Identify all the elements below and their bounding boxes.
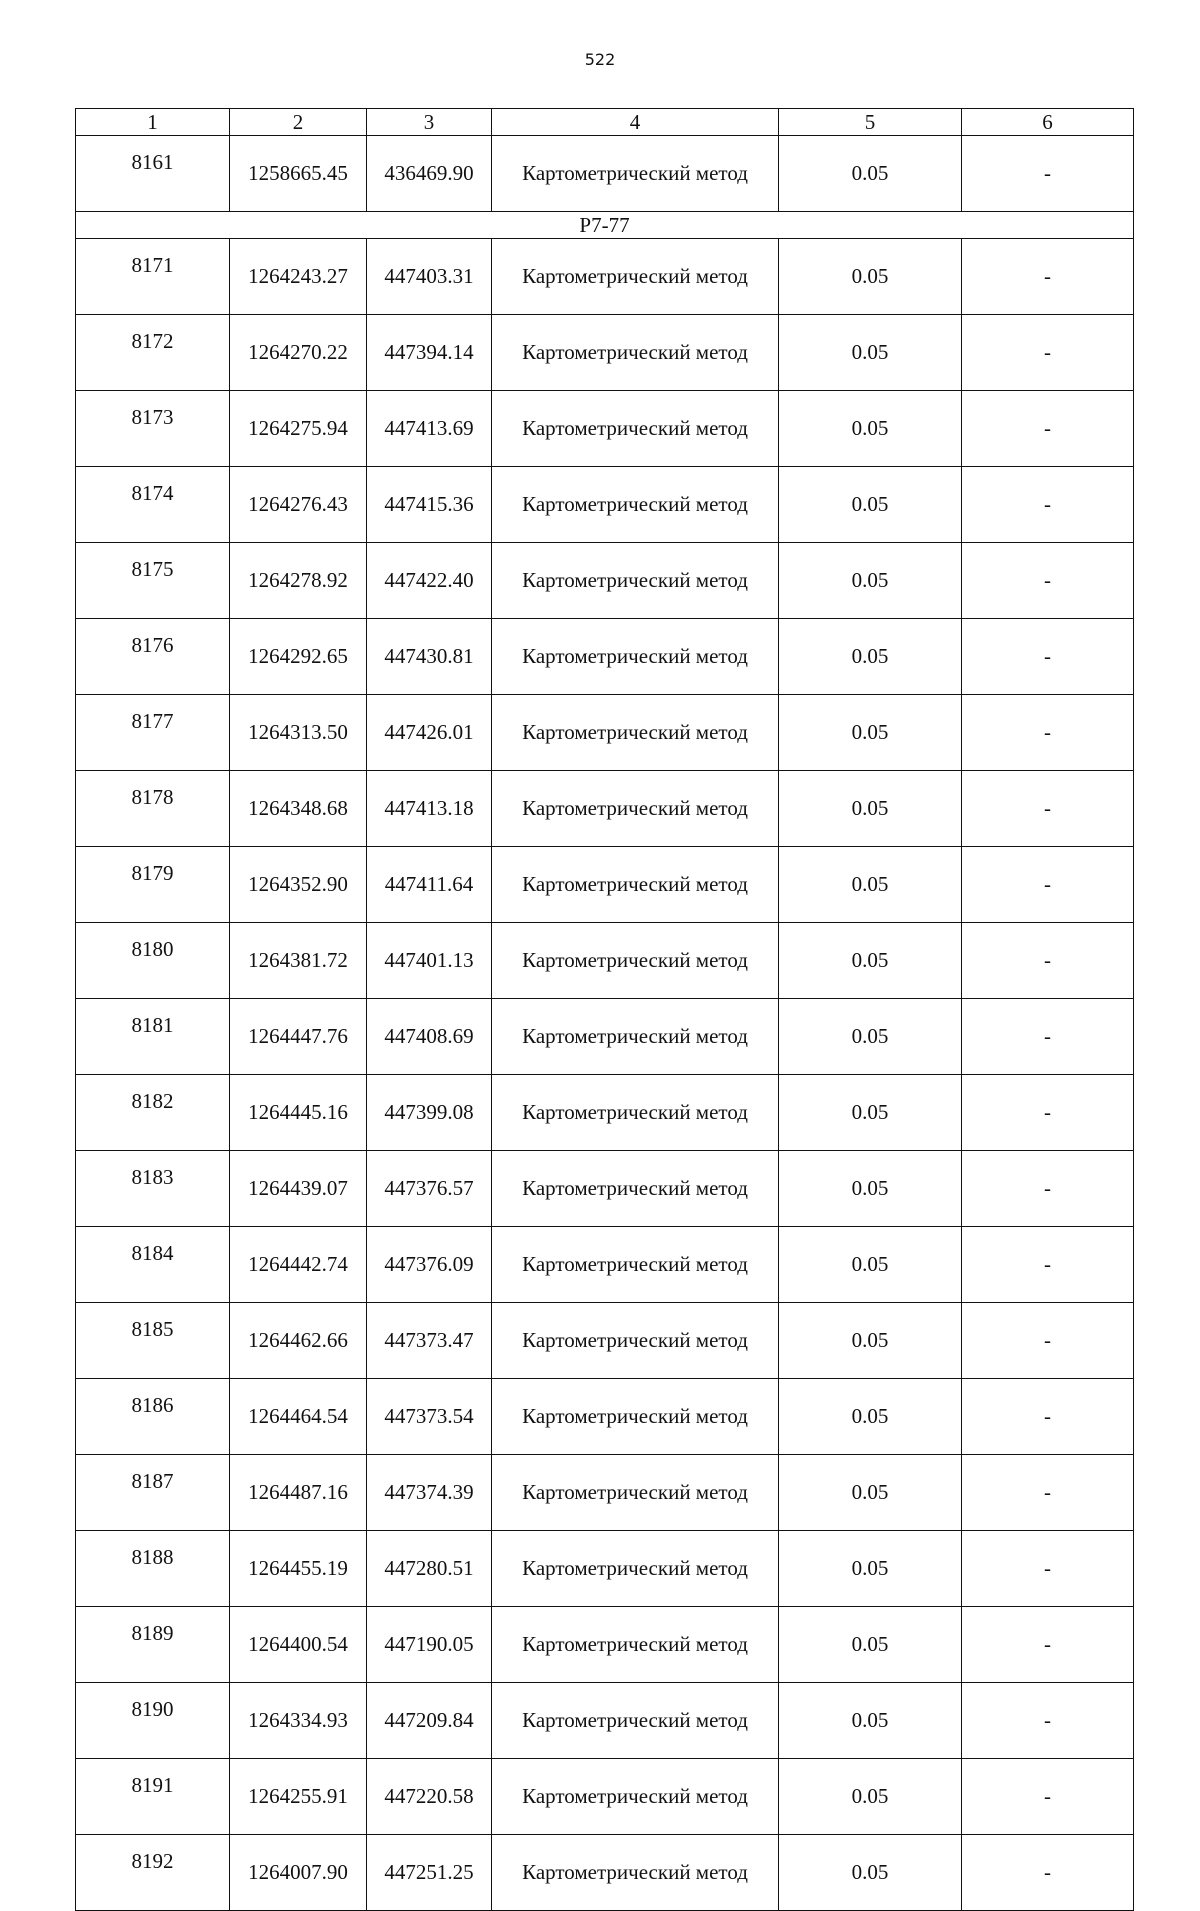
table-row: [76, 1607, 1134, 1683]
x-coordinate-cell: 1264348.68: [230, 771, 367, 847]
y-coordinate-cell: 447394.14: [367, 315, 492, 391]
x-coordinate-cell: 1264292.65: [230, 619, 367, 695]
accuracy-cell: 0.05: [779, 695, 962, 771]
table-row: [76, 1683, 1134, 1759]
x-coordinate-cell: 1264007.90: [230, 1835, 367, 1911]
table-row: [76, 771, 1134, 847]
x-coordinate-cell: 1264445.16: [230, 1075, 367, 1151]
note-cell: -: [962, 1759, 1134, 1835]
note-cell: -: [962, 1151, 1134, 1227]
y-coordinate-cell: 447411.64: [367, 847, 492, 923]
table-row: [76, 923, 1134, 999]
table-row: [76, 1303, 1134, 1379]
method-cell: Картометрический метод: [492, 1759, 779, 1835]
note-cell: -: [962, 923, 1134, 999]
y-coordinate-cell: 447399.08: [367, 1075, 492, 1151]
method-cell: Картометрический метод: [492, 136, 779, 212]
note-cell: -: [962, 999, 1134, 1075]
point-id-cell: 8161: [76, 136, 230, 212]
x-coordinate-cell: 1264276.43: [230, 467, 367, 543]
x-coordinate-cell: 1264334.93: [230, 1683, 367, 1759]
header-row: [76, 109, 1134, 136]
table-row: [76, 999, 1134, 1075]
method-cell: Картометрический метод: [492, 1303, 779, 1379]
method-cell: Картометрический метод: [492, 771, 779, 847]
point-id-cell: 8171: [76, 239, 230, 315]
accuracy-cell: 0.05: [779, 315, 962, 391]
accuracy-cell: 0.05: [779, 1151, 962, 1227]
y-coordinate-cell: 447190.05: [367, 1607, 492, 1683]
x-coordinate-cell: 1264255.91: [230, 1759, 367, 1835]
method-cell: Картометрический метод: [492, 391, 779, 467]
table-row: [76, 1227, 1134, 1303]
note-cell: -: [962, 1075, 1134, 1151]
method-cell: Картометрический метод: [492, 1379, 779, 1455]
point-id-cell: 8185: [76, 1303, 230, 1379]
note-cell: -: [962, 1303, 1134, 1379]
column-header: 6: [962, 109, 1134, 136]
page-number: 522: [584, 50, 616, 69]
accuracy-cell: 0.05: [779, 771, 962, 847]
table-row: [76, 1531, 1134, 1607]
accuracy-cell: 0.05: [779, 1379, 962, 1455]
accuracy-cell: 0.05: [779, 543, 962, 619]
note-cell: -: [962, 315, 1134, 391]
x-coordinate-cell: 1264352.90: [230, 847, 367, 923]
accuracy-cell: 0.05: [779, 1455, 962, 1531]
method-cell: Картометрический метод: [492, 1455, 779, 1531]
accuracy-cell: 0.05: [779, 1303, 962, 1379]
section-row: [76, 212, 1134, 239]
column-header: 1: [76, 109, 230, 136]
note-cell: -: [962, 1531, 1134, 1607]
table-row: [76, 695, 1134, 771]
point-id-cell: 8179: [76, 847, 230, 923]
method-cell: Картометрический метод: [492, 467, 779, 543]
note-cell: -: [962, 695, 1134, 771]
point-id-cell: 8187: [76, 1455, 230, 1531]
y-coordinate-cell: 447430.81: [367, 619, 492, 695]
point-id-cell: 8172: [76, 315, 230, 391]
accuracy-cell: 0.05: [779, 1075, 962, 1151]
section-title: Р7-77: [76, 212, 1134, 239]
x-coordinate-cell: 1264455.19: [230, 1531, 367, 1607]
method-cell: Картометрический метод: [492, 1227, 779, 1303]
method-cell: Картометрический метод: [492, 315, 779, 391]
note-cell: -: [962, 543, 1134, 619]
point-id-cell: 8188: [76, 1531, 230, 1607]
note-cell: -: [962, 136, 1134, 212]
table-row: [76, 1151, 1134, 1227]
y-coordinate-cell: 436469.90: [367, 136, 492, 212]
table-row: [76, 467, 1134, 543]
table-row: [76, 315, 1134, 391]
y-coordinate-cell: 447374.39: [367, 1455, 492, 1531]
y-coordinate-cell: 447373.54: [367, 1379, 492, 1455]
y-coordinate-cell: 447403.31: [367, 239, 492, 315]
x-coordinate-cell: 1264278.92: [230, 543, 367, 619]
y-coordinate-cell: 447280.51: [367, 1531, 492, 1607]
point-id-cell: 8178: [76, 771, 230, 847]
point-id-cell: 8192: [76, 1835, 230, 1911]
note-cell: -: [962, 1379, 1134, 1455]
table-row: [76, 1455, 1134, 1531]
x-coordinate-cell: 1264270.22: [230, 315, 367, 391]
point-id-cell: 8182: [76, 1075, 230, 1151]
accuracy-cell: 0.05: [779, 1227, 962, 1303]
x-coordinate-cell: 1264442.74: [230, 1227, 367, 1303]
x-coordinate-cell: 1264462.66: [230, 1303, 367, 1379]
method-cell: Картометрический метод: [492, 1835, 779, 1911]
y-coordinate-cell: 447415.36: [367, 467, 492, 543]
method-cell: Картометрический метод: [492, 999, 779, 1075]
accuracy-cell: 0.05: [779, 923, 962, 999]
y-coordinate-cell: 447373.47: [367, 1303, 492, 1379]
accuracy-cell: 0.05: [779, 1759, 962, 1835]
y-coordinate-cell: 447426.01: [367, 695, 492, 771]
note-cell: -: [962, 467, 1134, 543]
y-coordinate-cell: 447376.57: [367, 1151, 492, 1227]
point-id-cell: 8180: [76, 923, 230, 999]
note-cell: -: [962, 1455, 1134, 1531]
note-cell: -: [962, 239, 1134, 315]
point-id-cell: 8189: [76, 1607, 230, 1683]
table-row: [76, 1835, 1134, 1911]
accuracy-cell: 0.05: [779, 1835, 962, 1911]
method-cell: Картометрический метод: [492, 1683, 779, 1759]
column-header: 3: [367, 109, 492, 136]
accuracy-cell: 0.05: [779, 391, 962, 467]
x-coordinate-cell: 1258665.45: [230, 136, 367, 212]
point-id-cell: 8174: [76, 467, 230, 543]
point-id-cell: 8173: [76, 391, 230, 467]
column-header: 4: [492, 109, 779, 136]
method-cell: Картометрический метод: [492, 923, 779, 999]
note-cell: -: [962, 1835, 1134, 1911]
point-id-cell: 8184: [76, 1227, 230, 1303]
accuracy-cell: 0.05: [779, 239, 962, 315]
table-row: [76, 619, 1134, 695]
x-coordinate-cell: 1264313.50: [230, 695, 367, 771]
method-cell: Картометрический метод: [492, 619, 779, 695]
method-cell: Картометрический метод: [492, 543, 779, 619]
table-row: [76, 1759, 1134, 1835]
y-coordinate-cell: 447413.69: [367, 391, 492, 467]
table-row: [76, 239, 1134, 315]
x-coordinate-cell: 1264447.76: [230, 999, 367, 1075]
note-cell: -: [962, 391, 1134, 467]
x-coordinate-cell: 1264381.72: [230, 923, 367, 999]
method-cell: Картометрический метод: [492, 1607, 779, 1683]
point-id-cell: 8176: [76, 619, 230, 695]
point-id-cell: 8181: [76, 999, 230, 1075]
method-cell: Картометрический метод: [492, 1151, 779, 1227]
note-cell: -: [962, 1683, 1134, 1759]
note-cell: -: [962, 771, 1134, 847]
accuracy-cell: 0.05: [779, 1683, 962, 1759]
point-id-cell: 8183: [76, 1151, 230, 1227]
x-coordinate-cell: 1264400.54: [230, 1607, 367, 1683]
method-cell: Картометрический метод: [492, 1531, 779, 1607]
y-coordinate-cell: 447413.18: [367, 771, 492, 847]
x-coordinate-cell: 1264464.54: [230, 1379, 367, 1455]
method-cell: Картометрический метод: [492, 239, 779, 315]
y-coordinate-cell: 447422.40: [367, 543, 492, 619]
column-header: 2: [230, 109, 367, 136]
accuracy-cell: 0.05: [779, 847, 962, 923]
table-row: [76, 1379, 1134, 1455]
accuracy-cell: 0.05: [779, 136, 962, 212]
note-cell: -: [962, 619, 1134, 695]
x-coordinate-cell: 1264487.16: [230, 1455, 367, 1531]
table-row: [76, 391, 1134, 467]
accuracy-cell: 0.05: [779, 1607, 962, 1683]
y-coordinate-cell: 447220.58: [367, 1759, 492, 1835]
note-cell: -: [962, 1607, 1134, 1683]
point-id-cell: 8177: [76, 695, 230, 771]
y-coordinate-cell: 447209.84: [367, 1683, 492, 1759]
method-cell: Картометрический метод: [492, 695, 779, 771]
accuracy-cell: 0.05: [779, 999, 962, 1075]
note-cell: -: [962, 1227, 1134, 1303]
point-id-cell: 8186: [76, 1379, 230, 1455]
y-coordinate-cell: 447401.13: [367, 923, 492, 999]
coordinates-table: [75, 108, 1134, 1911]
table-row: [76, 1075, 1134, 1151]
x-coordinate-cell: 1264439.07: [230, 1151, 367, 1227]
point-id-cell: 8175: [76, 543, 230, 619]
accuracy-cell: 0.05: [779, 619, 962, 695]
accuracy-cell: 0.05: [779, 1531, 962, 1607]
method-cell: Картометрический метод: [492, 847, 779, 923]
y-coordinate-cell: 447408.69: [367, 999, 492, 1075]
y-coordinate-cell: 447251.25: [367, 1835, 492, 1911]
point-id-cell: 8190: [76, 1683, 230, 1759]
accuracy-cell: 0.05: [779, 467, 962, 543]
table-row: [76, 136, 1134, 212]
table-row: [76, 847, 1134, 923]
table-row: [76, 543, 1134, 619]
x-coordinate-cell: 1264243.27: [230, 239, 367, 315]
column-header: 5: [779, 109, 962, 136]
method-cell: Картометрический метод: [492, 1075, 779, 1151]
x-coordinate-cell: 1264275.94: [230, 391, 367, 467]
y-coordinate-cell: 447376.09: [367, 1227, 492, 1303]
note-cell: -: [962, 847, 1134, 923]
point-id-cell: 8191: [76, 1759, 230, 1835]
